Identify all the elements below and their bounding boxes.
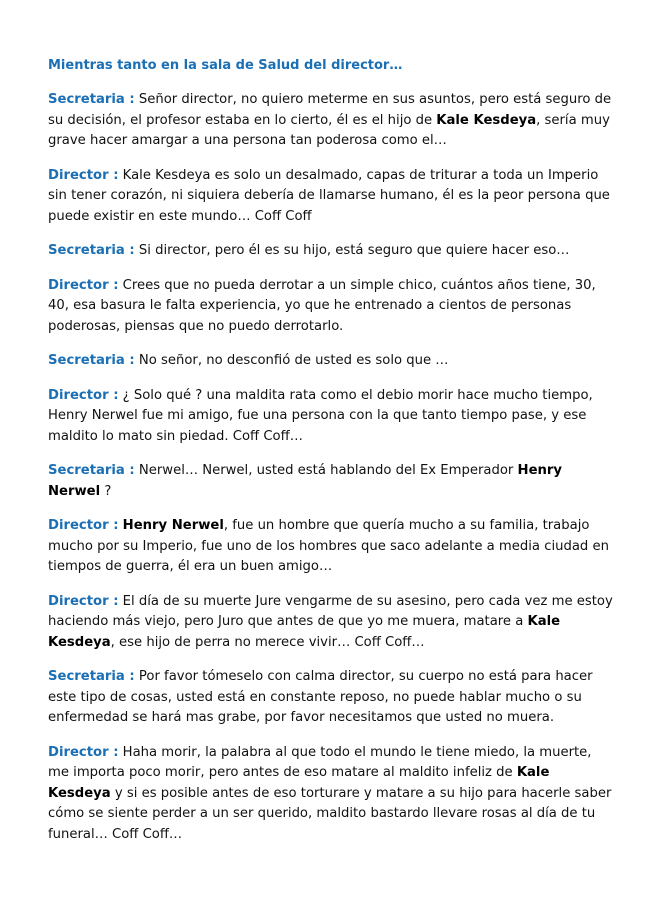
speaker-label: Director : <box>48 518 119 533</box>
dialogue-text: No señor, no desconfió de usted es solo que … <box>134 353 449 368</box>
dialogue-paragraph <box>48 743 614 846</box>
dialogue-text: Crees que no pueda derrotar a un simple chico, cuántos años tiene, 30, 40, esa basura le falta experiencia, yo que he entrenado a cientos de personas poderosas, piensas que no puedo derrotarlo. <box>48 277 596 334</box>
dialogue-paragraph <box>48 667 614 729</box>
character-name: Henry Nerwel <box>48 463 563 499</box>
dialogue-paragraph <box>48 592 614 654</box>
character-name: Kale Kesdeya <box>48 765 550 801</box>
dialogue-text: Señor director, no quiero meterme en sus asuntos, pero está seguro de su decisión, el profesor estaba en lo cierto, él es el hijo de <box>48 92 612 128</box>
dialogue-text: , fue un hombre que quería mucho a su familia, trabajo mucho por su Imperio, fue uno de los hombres que saco adelante a media ciudad en tiempos de guerra, él era un buen amigo… <box>48 518 609 574</box>
character-name: Kale Kesdeya <box>436 112 537 128</box>
speaker-label: Director : <box>48 593 119 609</box>
dialogue-text: y si es posible antes de eso torturare y matare a su hijo para hacerle saber cómo se siente perder a un ser querido, maldito bastardo llevare rosas al día de tu funeral… Coff Coff… <box>48 785 612 842</box>
scene-heading: Mientras tanto en la sala de Salud del director… <box>48 58 403 73</box>
dialogue-paragraph <box>48 241 614 262</box>
speaker-label: Secretaria : <box>48 243 135 258</box>
speaker-label: Director : <box>48 277 119 293</box>
dialogue-paragraph <box>48 90 614 152</box>
dialogue-text: , sería muy grave hacer amargar a una persona tan poderosa como el… <box>48 112 610 148</box>
dialogue-paragraph <box>48 166 614 228</box>
dialogue-list <box>48 90 614 845</box>
dialogue-text: , ese hijo de perra no merece vivir… Coff Coff… <box>110 634 425 650</box>
dialogue-paragraph <box>48 461 614 502</box>
speaker-label: Director : <box>48 167 119 183</box>
dialogue-text: Por favor tómeselo con calma director, su cuerpo no está para hacer este tipo de cosas, usted está en constante reposo, no puede hablar mucho o su enfermedad se hará mas grabe, por favor necesitamos que usted no muera. <box>48 669 593 725</box>
dialogue-text: El día de su muerte Jure vengarme de su asesino, pero cada vez me estoy haciendo más viejo, pero Juro que antes de que yo me muera, matare a <box>48 593 613 629</box>
dialogue-text: Si director, pero él es su hijo, está seguro que quiere hacer eso… <box>134 243 570 258</box>
character-name: Henry Nerwel <box>122 518 224 533</box>
speaker-label: Secretaria : <box>48 353 135 368</box>
speaker-label: Director : <box>48 744 119 760</box>
speaker-label: Secretaria : <box>48 669 135 684</box>
dialogue-paragraph <box>48 276 614 338</box>
dialogue-paragraph <box>48 351 614 372</box>
speaker-label: Secretaria : <box>48 92 135 107</box>
dialogue-text: ¿ Solo qué ? una maldita rata como el debio morir hace mucho tiempo, Henry Nerwel fue mi amigo, fue una persona con la que tanto tiempo pase, y ese maldito lo mato sin piedad. Coff Coff… <box>48 387 593 444</box>
dialogue-text: Haha morir, la palabra al que todo el mundo le tiene miedo, la muerte, me importa poco morir, pero antes de eso matare al maldito infeliz de <box>48 744 592 780</box>
dialogue-paragraph <box>48 516 614 578</box>
dialogue-text: ? <box>100 483 112 499</box>
character-name: Kale Kesdeya <box>48 614 561 650</box>
dialogue-paragraph <box>48 386 614 448</box>
document-page <box>48 56 614 859</box>
dialogue-text: Nerwel… Nerwel, usted está hablando del Ex Emperador <box>134 463 518 478</box>
speaker-label: Secretaria : <box>48 463 135 478</box>
dialogue-text: Kale Kesdeya es solo un desalmado, capas de triturar a toda un Imperio sin tener corazón, ni siquiera debería de llamarse humano, él es la peor persona que puede existir en este mundo… Coff Coff <box>48 167 610 224</box>
speaker-label: Director : <box>48 387 119 403</box>
